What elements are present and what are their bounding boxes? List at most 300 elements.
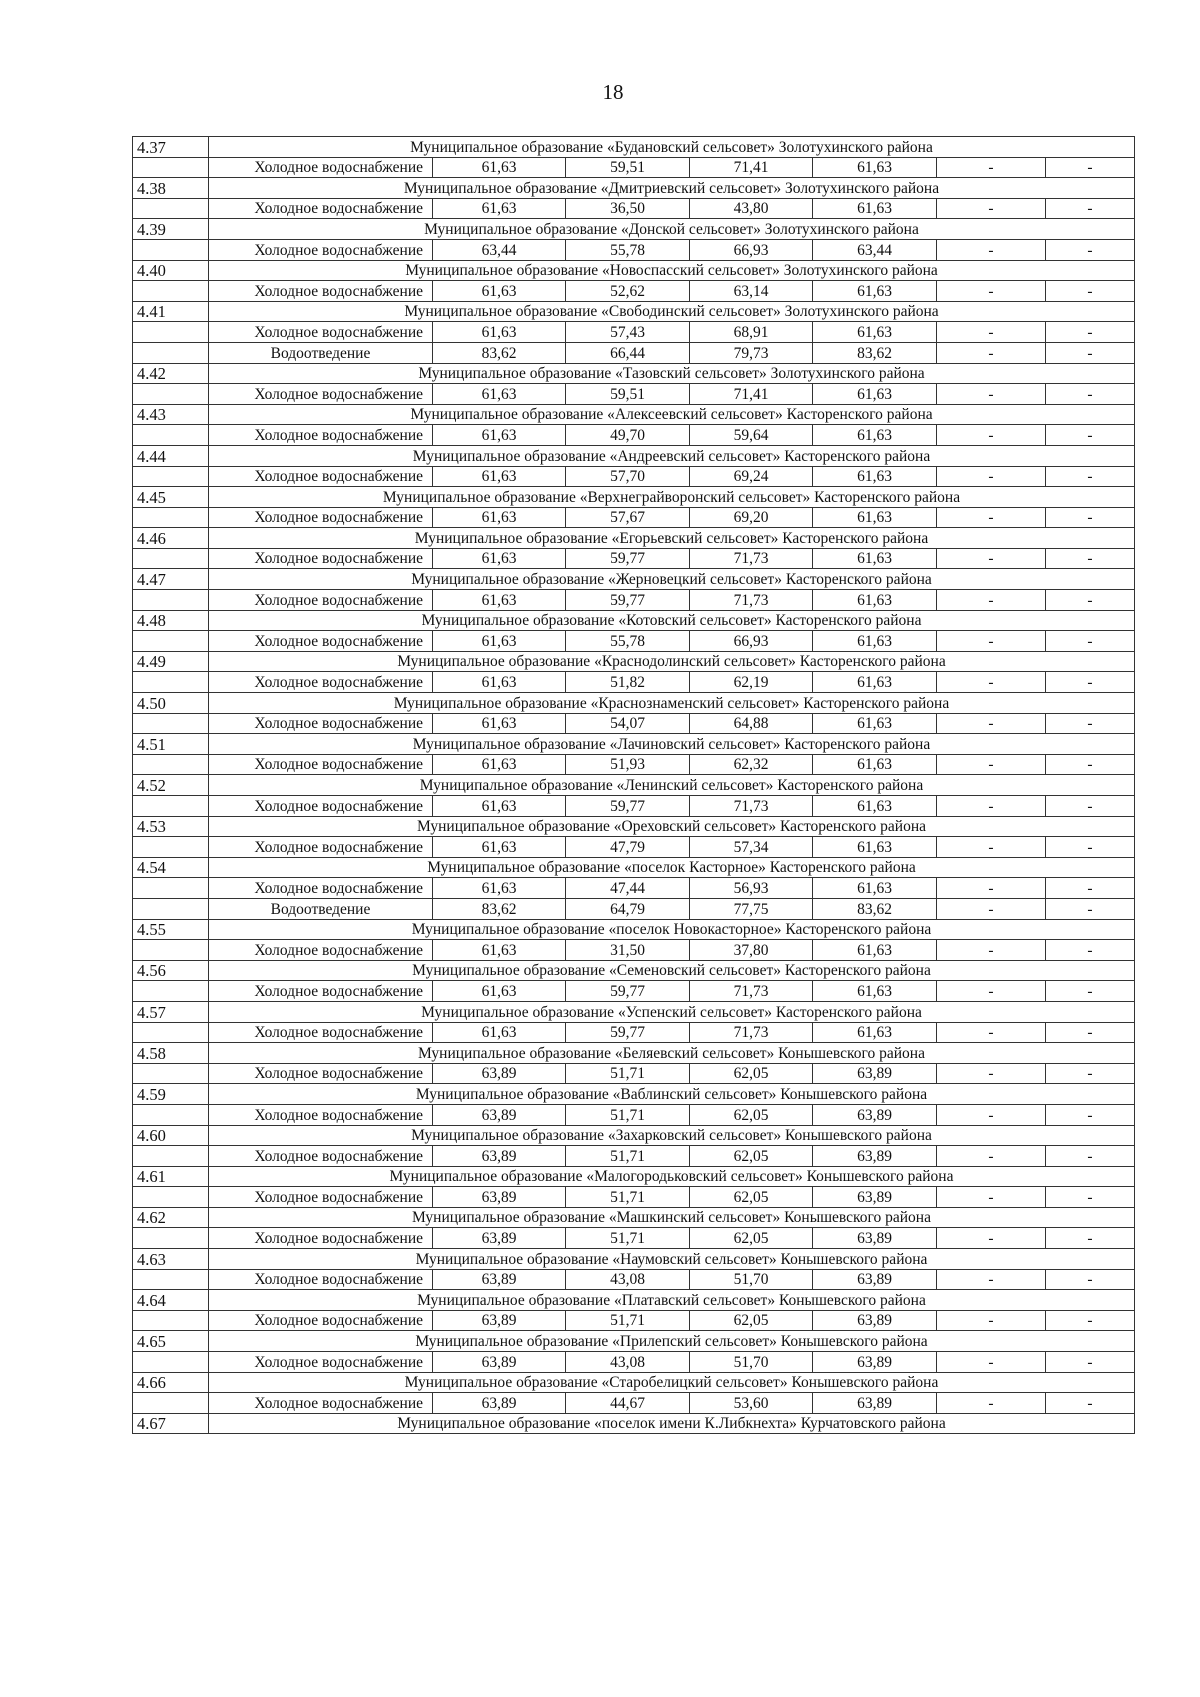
tariff-value-1: 63,89 <box>433 1352 566 1373</box>
tariff-value-1: 61,63 <box>433 157 566 178</box>
tariff-value-4: 83,62 <box>813 342 937 363</box>
tariff-value-2: 57,67 <box>566 507 690 528</box>
tariff-value-4: 63,89 <box>813 1393 937 1414</box>
tariff-value-6: - <box>1046 878 1135 899</box>
section-header-row <box>133 1372 1135 1393</box>
service-name: Холодное водоснабжение <box>209 713 433 734</box>
section-number: 4.43 <box>133 404 209 425</box>
tariff-value-2: 36,50 <box>566 198 690 219</box>
tariff-value-2: 51,71 <box>566 1104 690 1125</box>
tariff-value-1: 61,63 <box>433 281 566 302</box>
tariff-value-6: - <box>1046 198 1135 219</box>
tariff-value-3: 62,32 <box>690 754 813 775</box>
municipality-title: Муниципальное образование «Жерновецкий сельсовет» Касторенского района <box>209 569 1135 590</box>
tariff-value-4: 61,63 <box>813 837 937 858</box>
tariff-value-6: - <box>1046 1146 1135 1167</box>
tariff-row <box>133 631 1135 652</box>
tariff-value-4: 61,63 <box>813 878 937 899</box>
tariff-value-6: - <box>1046 754 1135 775</box>
tariff-value-5: - <box>937 1393 1046 1414</box>
empty-number-cell <box>133 1228 209 1249</box>
tariff-value-3: 56,93 <box>690 878 813 899</box>
tariff-value-5: - <box>937 1146 1046 1167</box>
section-header-row <box>133 610 1135 631</box>
tariff-value-4: 61,63 <box>813 940 937 961</box>
section-number: 4.49 <box>133 651 209 672</box>
tariff-row <box>133 1146 1135 1167</box>
tariff-value-4: 61,63 <box>813 384 937 405</box>
tariff-value-5: - <box>937 631 1046 652</box>
section-number: 4.53 <box>133 816 209 837</box>
service-name: Холодное водоснабжение <box>209 590 433 611</box>
empty-number-cell <box>133 713 209 734</box>
tariff-row <box>133 281 1135 302</box>
empty-number-cell <box>133 898 209 919</box>
tariff-value-3: 62,05 <box>690 1146 813 1167</box>
section-header-row <box>133 219 1135 240</box>
empty-number-cell <box>133 1352 209 1373</box>
tariff-value-6: - <box>1046 713 1135 734</box>
tariff-row <box>133 425 1135 446</box>
section-header-row <box>133 775 1135 796</box>
tariff-value-5: - <box>937 1310 1046 1331</box>
tariff-value-3: 71,73 <box>690 1022 813 1043</box>
empty-number-cell <box>133 1022 209 1043</box>
empty-number-cell <box>133 548 209 569</box>
tariff-row <box>133 1063 1135 1084</box>
section-number: 4.45 <box>133 487 209 508</box>
service-name: Холодное водоснабжение <box>209 1269 433 1290</box>
tariff-value-3: 51,70 <box>690 1269 813 1290</box>
tariff-value-3: 62,05 <box>690 1187 813 1208</box>
tariff-value-6: - <box>1046 507 1135 528</box>
tariff-value-1: 63,89 <box>433 1310 566 1331</box>
tariff-value-4: 61,63 <box>813 281 937 302</box>
page-number: 18 <box>602 80 624 104</box>
tariff-row <box>133 1187 1135 1208</box>
tariff-value-2: 57,70 <box>566 466 690 487</box>
tariff-value-6: - <box>1046 1104 1135 1125</box>
service-name: Водоотведение <box>209 342 433 363</box>
municipality-title: Муниципальное образование «Свободинский сельсовет» Золотухинского района <box>209 301 1135 322</box>
tariff-value-6: - <box>1046 322 1135 343</box>
tariff-value-2: 47,79 <box>566 837 690 858</box>
tariff-value-1: 61,63 <box>433 713 566 734</box>
section-header-row <box>133 857 1135 878</box>
tariff-value-6: - <box>1046 548 1135 569</box>
empty-number-cell <box>133 239 209 260</box>
tariff-value-3: 71,73 <box>690 590 813 611</box>
tariff-value-6: - <box>1046 1063 1135 1084</box>
section-number: 4.63 <box>133 1249 209 1270</box>
tariff-value-4: 61,63 <box>813 507 937 528</box>
tariff-value-5: - <box>937 1187 1046 1208</box>
municipality-title: Муниципальное образование «Новоспасский сельсовет» Золотухинского района <box>209 260 1135 281</box>
tariff-value-3: 53,60 <box>690 1393 813 1414</box>
municipality-title: Муниципальное образование «Малогородьковский сельсовет» Конышевского района <box>209 1166 1135 1187</box>
tariff-value-1: 63,89 <box>433 1269 566 1290</box>
municipality-title: Муниципальное образование «поселок Новокасторное» Касторенского района <box>209 919 1135 940</box>
section-number: 4.47 <box>133 569 209 590</box>
service-name: Холодное водоснабжение <box>209 1393 433 1414</box>
section-number: 4.41 <box>133 301 209 322</box>
tariff-value-6: - <box>1046 239 1135 260</box>
tariff-value-5: - <box>937 672 1046 693</box>
municipality-title: Муниципальное образование «Краснознаменский сельсовет» Касторенского района <box>209 693 1135 714</box>
section-header-row <box>133 1125 1135 1146</box>
tariff-value-2: 51,71 <box>566 1063 690 1084</box>
tariff-value-4: 63,89 <box>813 1269 937 1290</box>
tariff-value-2: 55,78 <box>566 631 690 652</box>
tariff-value-5: - <box>937 837 1046 858</box>
tariff-value-5: - <box>937 590 1046 611</box>
tariff-value-2: 49,70 <box>566 425 690 446</box>
empty-number-cell <box>133 384 209 405</box>
tariff-value-1: 61,63 <box>433 878 566 899</box>
tariff-value-4: 61,63 <box>813 1022 937 1043</box>
service-name: Холодное водоснабжение <box>209 672 433 693</box>
service-name: Холодное водоснабжение <box>209 1146 433 1167</box>
empty-number-cell <box>133 1269 209 1290</box>
empty-number-cell <box>133 1310 209 1331</box>
section-number: 4.40 <box>133 260 209 281</box>
empty-number-cell <box>133 157 209 178</box>
tariff-value-4: 61,63 <box>813 466 937 487</box>
empty-number-cell <box>133 322 209 343</box>
tariff-value-5: - <box>937 1228 1046 1249</box>
tariff-value-1: 61,63 <box>433 672 566 693</box>
section-number: 4.60 <box>133 1125 209 1146</box>
empty-number-cell <box>133 1146 209 1167</box>
tariff-value-1: 61,63 <box>433 631 566 652</box>
service-name: Холодное водоснабжение <box>209 1228 433 1249</box>
service-name: Холодное водоснабжение <box>209 1104 433 1125</box>
service-name: Холодное водоснабжение <box>209 940 433 961</box>
tariff-value-3: 77,75 <box>690 898 813 919</box>
section-header-row <box>133 301 1135 322</box>
tariff-row <box>133 342 1135 363</box>
section-number: 4.38 <box>133 178 209 199</box>
service-name: Холодное водоснабжение <box>209 548 433 569</box>
tariff-value-2: 31,50 <box>566 940 690 961</box>
tariff-value-4: 61,63 <box>813 548 937 569</box>
tariff-row <box>133 239 1135 260</box>
section-header-row <box>133 1413 1135 1434</box>
service-name: Холодное водоснабжение <box>209 1187 433 1208</box>
tariff-value-2: 57,43 <box>566 322 690 343</box>
municipality-title: Муниципальное образование «Андреевский сельсовет» Касторенского района <box>209 445 1135 466</box>
section-number: 4.52 <box>133 775 209 796</box>
tariff-value-3: 71,73 <box>690 548 813 569</box>
service-name: Холодное водоснабжение <box>209 837 433 858</box>
tariff-value-2: 64,79 <box>566 898 690 919</box>
section-number: 4.56 <box>133 960 209 981</box>
tariff-value-2: 51,71 <box>566 1187 690 1208</box>
tariff-value-1: 61,63 <box>433 507 566 528</box>
tariff-value-5: - <box>937 548 1046 569</box>
section-header-row <box>133 651 1135 672</box>
tariff-row <box>133 713 1135 734</box>
tariff-value-3: 69,24 <box>690 466 813 487</box>
tariff-value-5: - <box>937 981 1046 1002</box>
tariff-value-4: 61,63 <box>813 157 937 178</box>
municipality-title: Муниципальное образование «поселок имени К.Либкнехта» Курчатовского района <box>209 1413 1135 1434</box>
tariff-value-6: - <box>1046 981 1135 1002</box>
tariff-value-1: 83,62 <box>433 342 566 363</box>
tariff-value-1: 63,44 <box>433 239 566 260</box>
tariff-row <box>133 322 1135 343</box>
service-name: Холодное водоснабжение <box>209 878 433 899</box>
tariff-value-4: 63,89 <box>813 1228 937 1249</box>
municipality-title: Муниципальное образование «Старобелицкий сельсовет» Конышевского района <box>209 1372 1135 1393</box>
tariff-value-2: 52,62 <box>566 281 690 302</box>
tariff-value-2: 43,08 <box>566 1269 690 1290</box>
tariff-value-4: 61,63 <box>813 631 937 652</box>
tariff-value-5: - <box>937 1269 1046 1290</box>
tariff-value-6: - <box>1046 631 1135 652</box>
tariff-value-3: 71,73 <box>690 796 813 817</box>
tariff-value-4: 61,63 <box>813 590 937 611</box>
tariff-value-5: - <box>937 198 1046 219</box>
empty-number-cell <box>133 466 209 487</box>
tariff-value-2: 51,93 <box>566 754 690 775</box>
tariff-value-3: 71,41 <box>690 384 813 405</box>
section-number: 4.57 <box>133 1001 209 1022</box>
service-name: Водоотведение <box>209 898 433 919</box>
service-name: Холодное водоснабжение <box>209 239 433 260</box>
section-header-row <box>133 1249 1135 1270</box>
empty-number-cell <box>133 1393 209 1414</box>
tariff-value-6: - <box>1046 1352 1135 1373</box>
tariff-value-5: - <box>937 713 1046 734</box>
tariff-row <box>133 1228 1135 1249</box>
tariff-value-1: 61,63 <box>433 1022 566 1043</box>
tariff-value-4: 63,89 <box>813 1352 937 1373</box>
tariff-row <box>133 837 1135 858</box>
tariff-value-4: 63,89 <box>813 1310 937 1331</box>
empty-number-cell <box>133 1104 209 1125</box>
section-number: 4.50 <box>133 693 209 714</box>
tariff-value-1: 63,89 <box>433 1104 566 1125</box>
tariff-value-1: 83,62 <box>433 898 566 919</box>
tariff-row <box>133 1269 1135 1290</box>
service-name: Холодное водоснабжение <box>209 981 433 1002</box>
tariff-value-1: 61,63 <box>433 384 566 405</box>
tariff-value-5: - <box>937 384 1046 405</box>
municipality-title: Муниципальное образование «Беляевский сельсовет» Конышевского района <box>209 1043 1135 1064</box>
section-number: 4.51 <box>133 734 209 755</box>
section-number: 4.44 <box>133 445 209 466</box>
section-number: 4.46 <box>133 528 209 549</box>
tariff-value-4: 63,89 <box>813 1063 937 1084</box>
tariff-value-1: 61,63 <box>433 837 566 858</box>
tariff-value-1: 61,63 <box>433 548 566 569</box>
tariff-row <box>133 1310 1135 1331</box>
tariff-value-4: 63,89 <box>813 1187 937 1208</box>
service-name: Холодное водоснабжение <box>209 281 433 302</box>
section-header-row <box>133 1207 1135 1228</box>
tariff-value-2: 59,77 <box>566 981 690 1002</box>
tariff-row <box>133 796 1135 817</box>
empty-number-cell <box>133 754 209 775</box>
section-header-row <box>133 1290 1135 1311</box>
tariff-value-3: 71,41 <box>690 157 813 178</box>
empty-number-cell <box>133 1063 209 1084</box>
section-number: 4.67 <box>133 1413 209 1434</box>
tariff-value-4: 83,62 <box>813 898 937 919</box>
tariff-row <box>133 940 1135 961</box>
tariff-value-6: - <box>1046 1228 1135 1249</box>
municipality-title: Муниципальное образование «Краснодолинский сельсовет» Касторенского района <box>209 651 1135 672</box>
tariff-value-1: 63,89 <box>433 1393 566 1414</box>
section-header-row <box>133 693 1135 714</box>
tariff-value-5: - <box>937 322 1046 343</box>
section-header-row <box>133 1001 1135 1022</box>
service-name: Холодное водоснабжение <box>209 1063 433 1084</box>
tariff-value-5: - <box>937 878 1046 899</box>
section-header-row <box>133 445 1135 466</box>
tariff-value-5: - <box>937 507 1046 528</box>
municipality-title: Муниципальное образование «Дмитриевский сельсовет» Золотухинского района <box>209 178 1135 199</box>
tariff-value-6: - <box>1046 425 1135 446</box>
tariff-value-2: 51,71 <box>566 1146 690 1167</box>
municipality-title: Муниципальное образование «Успенский сельсовет» Касторенского района <box>209 1001 1135 1022</box>
tariff-row <box>133 507 1135 528</box>
tariff-value-6: - <box>1046 466 1135 487</box>
municipality-title: Муниципальное образование «Лачиновский сельсовет» Касторенского района <box>209 734 1135 755</box>
tariff-row <box>133 1352 1135 1373</box>
tariff-value-5: - <box>937 342 1046 363</box>
tariff-value-2: 59,51 <box>566 384 690 405</box>
tariff-value-6: - <box>1046 940 1135 961</box>
service-name: Холодное водоснабжение <box>209 1022 433 1043</box>
service-name: Холодное водоснабжение <box>209 754 433 775</box>
tariff-row <box>133 981 1135 1002</box>
section-header-row <box>133 1331 1135 1352</box>
tariff-value-6: - <box>1046 157 1135 178</box>
tariff-row <box>133 157 1135 178</box>
tariff-value-4: 63,44 <box>813 239 937 260</box>
section-number: 4.55 <box>133 919 209 940</box>
section-header-row <box>133 919 1135 940</box>
tariff-row <box>133 878 1135 899</box>
tariff-value-1: 61,63 <box>433 981 566 1002</box>
municipality-title: Муниципальное образование «Захарковский сельсовет» Конышевского района <box>209 1125 1135 1146</box>
empty-number-cell <box>133 1187 209 1208</box>
section-number: 4.54 <box>133 857 209 878</box>
section-header-row <box>133 1166 1135 1187</box>
service-name: Холодное водоснабжение <box>209 1352 433 1373</box>
tariff-value-2: 55,78 <box>566 239 690 260</box>
municipality-title: Муниципальное образование «Прилепский сельсовет» Конышевского района <box>209 1331 1135 1352</box>
tariff-value-4: 63,89 <box>813 1146 937 1167</box>
section-header-row <box>133 569 1135 590</box>
municipality-title: Муниципальное образование «Ореховский сельсовет» Касторенского района <box>209 816 1135 837</box>
empty-number-cell <box>133 837 209 858</box>
tariff-value-3: 62,19 <box>690 672 813 693</box>
tariff-value-5: - <box>937 239 1046 260</box>
tariff-value-4: 61,63 <box>813 754 937 775</box>
tariff-value-5: - <box>937 466 1046 487</box>
tariff-value-6: - <box>1046 1187 1135 1208</box>
tariff-value-3: 62,05 <box>690 1310 813 1331</box>
empty-number-cell <box>133 590 209 611</box>
section-header-row <box>133 487 1135 508</box>
empty-number-cell <box>133 281 209 302</box>
tariff-row <box>133 672 1135 693</box>
tariff-value-6: - <box>1046 1022 1135 1043</box>
tariff-value-3: 66,93 <box>690 631 813 652</box>
tariff-row <box>133 590 1135 611</box>
tariff-value-1: 61,63 <box>433 322 566 343</box>
tariff-value-6: - <box>1046 1269 1135 1290</box>
tariff-row <box>133 1393 1135 1414</box>
tariff-value-2: 43,08 <box>566 1352 690 1373</box>
tariff-value-5: - <box>937 940 1046 961</box>
section-header-row <box>133 528 1135 549</box>
tariff-value-1: 63,89 <box>433 1146 566 1167</box>
tariff-value-1: 61,63 <box>433 466 566 487</box>
tariff-value-3: 71,73 <box>690 981 813 1002</box>
section-header-row <box>133 1084 1135 1105</box>
section-number: 4.39 <box>133 219 209 240</box>
empty-number-cell <box>133 507 209 528</box>
empty-number-cell <box>133 878 209 899</box>
section-number: 4.42 <box>133 363 209 384</box>
municipality-title: Муниципальное образование «поселок Касторное» Касторенского района <box>209 857 1135 878</box>
tariff-value-2: 59,51 <box>566 157 690 178</box>
service-name: Холодное водоснабжение <box>209 322 433 343</box>
empty-number-cell <box>133 796 209 817</box>
empty-number-cell <box>133 940 209 961</box>
tariff-value-2: 59,77 <box>566 796 690 817</box>
section-number: 4.66 <box>133 1372 209 1393</box>
tariff-value-3: 62,05 <box>690 1063 813 1084</box>
tariff-value-2: 54,07 <box>566 713 690 734</box>
tariff-value-1: 63,89 <box>433 1063 566 1084</box>
section-number: 4.59 <box>133 1084 209 1105</box>
tariff-row <box>133 754 1135 775</box>
municipality-title: Муниципальное образование «Наумовский сельсовет» Конышевского района <box>209 1249 1135 1270</box>
tariff-value-3: 68,91 <box>690 322 813 343</box>
tariff-value-3: 37,80 <box>690 940 813 961</box>
tariff-value-1: 61,63 <box>433 796 566 817</box>
section-header-row <box>133 260 1135 281</box>
tariff-value-3: 57,34 <box>690 837 813 858</box>
empty-number-cell <box>133 981 209 1002</box>
tariff-value-6: - <box>1046 384 1135 405</box>
service-name: Холодное водоснабжение <box>209 507 433 528</box>
service-name: Холодное водоснабжение <box>209 796 433 817</box>
tariff-value-1: 61,63 <box>433 425 566 446</box>
municipality-title: Муниципальное образование «Семеновский сельсовет» Касторенского района <box>209 960 1135 981</box>
tariff-value-5: - <box>937 754 1046 775</box>
tariff-value-1: 61,63 <box>433 590 566 611</box>
tariff-value-1: 61,63 <box>433 754 566 775</box>
municipality-title: Муниципальное образование «Алексеевский сельсовет» Касторенского района <box>209 404 1135 425</box>
tariff-value-4: 61,63 <box>813 425 937 446</box>
municipality-title: Муниципальное образование «Верхнеграйворонский сельсовет» Касторенского района <box>209 487 1135 508</box>
tariff-value-4: 63,89 <box>813 1104 937 1125</box>
tariff-value-3: 69,20 <box>690 507 813 528</box>
tariff-value-1: 61,63 <box>433 940 566 961</box>
service-name: Холодное водоснабжение <box>209 384 433 405</box>
empty-number-cell <box>133 672 209 693</box>
tariff-value-3: 63,14 <box>690 281 813 302</box>
tariff-value-2: 59,77 <box>566 1022 690 1043</box>
section-number: 4.64 <box>133 1290 209 1311</box>
tariff-value-5: - <box>937 796 1046 817</box>
